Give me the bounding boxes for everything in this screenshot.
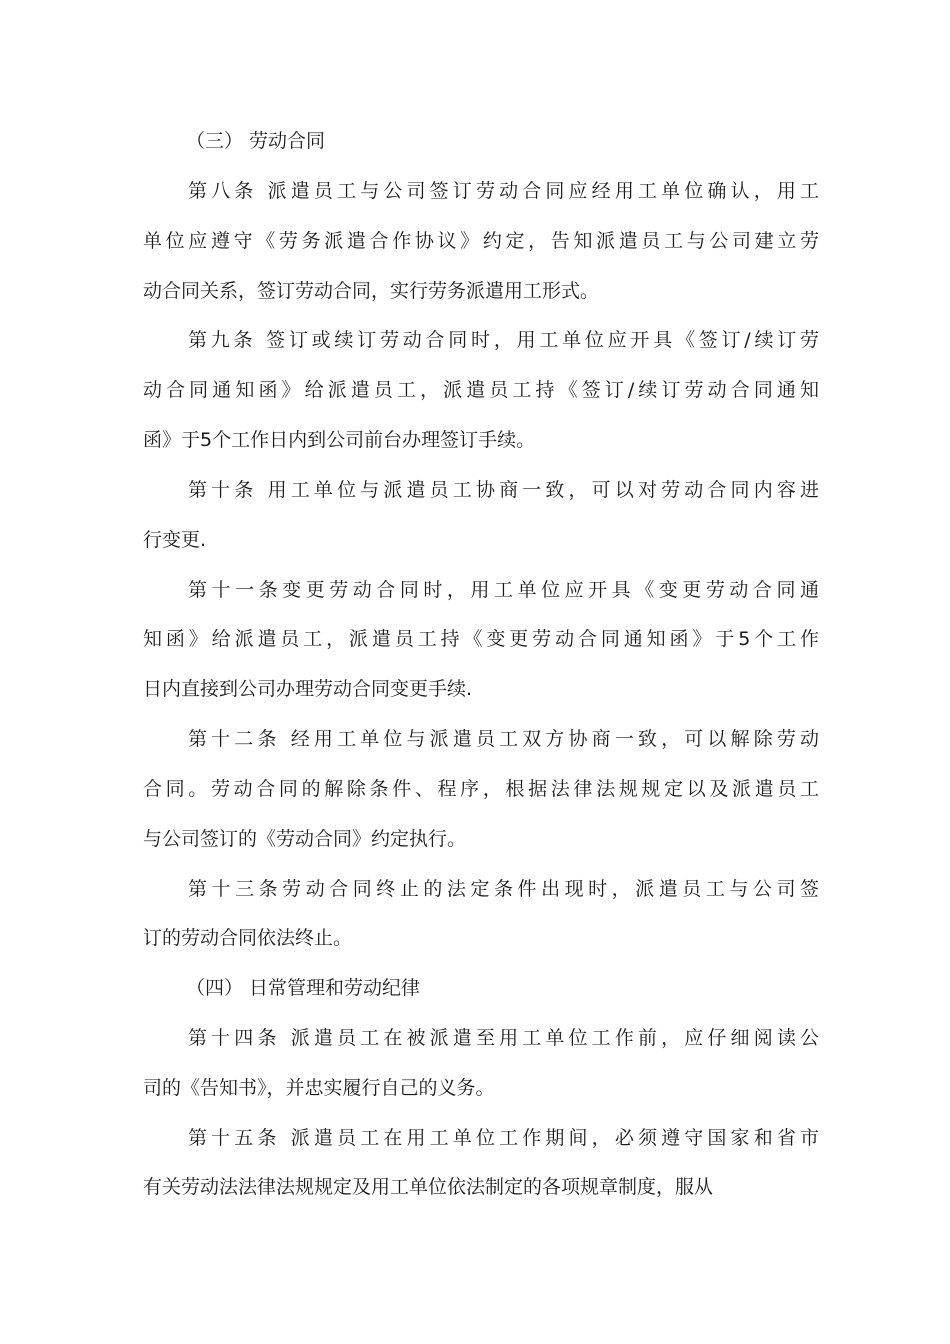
article-12-line-2: 合同。劳动合同的解除条件、程序，根据法律法规规定以及派遣员工 (143, 778, 819, 800)
article-15-line-2: 有关劳动法法律法规规定及用工单位依法制定的各项规章制度，服从 (143, 1176, 714, 1198)
article-9-line-3: 函》于5个工作日内到公司前台办理签订手续。 (143, 429, 536, 451)
article-9-line-1: 第九条 签订或续订劳动合同时，用工单位应开具《签订/续订劳 (188, 329, 819, 351)
article-10-line-1: 第十条 用工单位与派遣员工协商一致，可以对劳动合同内容进 (188, 479, 819, 501)
article-11-line-3: 日内直接到公司办理劳动合同变更手续. (143, 678, 473, 700)
article-9-line-2: 动合同通知函》给派遣员工，派遣员工持《签订/续订劳动合同通知 (143, 379, 819, 401)
article-11-line-1: 第十一条变更劳动合同时，用工单位应开具《变更劳动合同通 (188, 579, 819, 601)
article-11-line-2: 知函》给派遣员工，派遣员工持《变更劳动合同通知函》于5个工作 (143, 628, 819, 650)
article-10-line-2: 行变更. (143, 529, 207, 551)
article-13-line-1: 第十三条劳动合同终止的法定条件出现时，派遣员工与公司签 (188, 878, 819, 900)
article-12-line-1: 第十二条 经用工单位与派遣员工双方协商一致，可以解除劳动 (188, 728, 819, 750)
article-12-line-3: 与公司签订的《劳动合同》约定执行。 (143, 828, 467, 850)
article-13-line-2: 订的劳动合同依法终止。 (143, 927, 353, 949)
article-8-line-3: 动合同关系，签订劳动合同，实行劳务派遣用工形式。 (143, 280, 600, 302)
article-14-line-1: 第十四条 派遣员工在被派遣至用工单位工作前，应仔细阅读公 (188, 1027, 819, 1049)
section-heading-3: （三） 劳动合同 (186, 130, 326, 152)
article-8-line-1: 第八条 派遣员工与公司签订劳动合同应经用工单位确认，用工 (188, 180, 819, 202)
article-15-line-1: 第十五条 派遣员工在用工单位工作期间，必须遵守国家和省市 (188, 1127, 819, 1149)
article-14-line-2: 司的《告知书》，并忠实履行自己的义务。 (143, 1077, 495, 1099)
article-8-line-2: 单位应遵守《劳务派遣合作协议》约定，告知派遣员工与公司建立劳 (143, 230, 819, 252)
section-heading-4: （四） 日常管理和劳动纪律 (186, 977, 421, 999)
